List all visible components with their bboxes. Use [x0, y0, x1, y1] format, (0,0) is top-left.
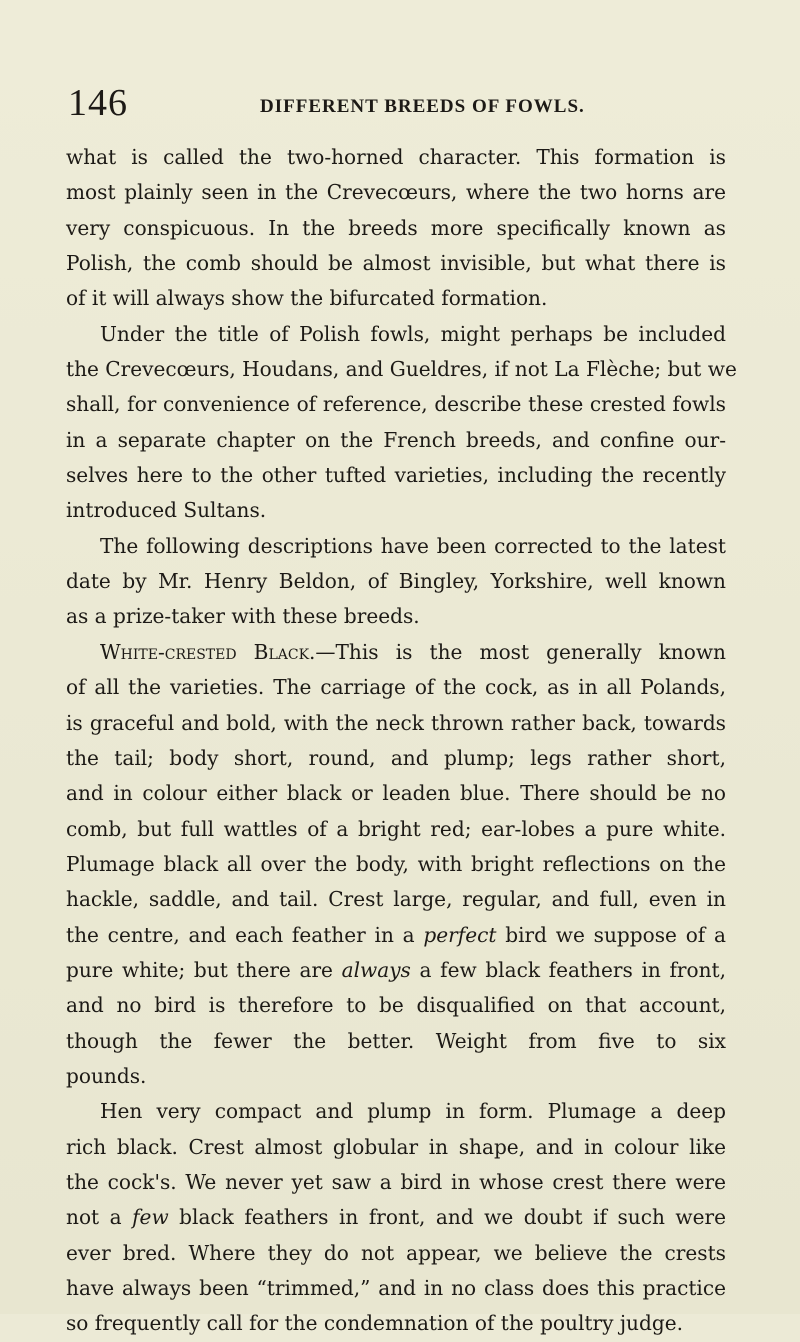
text-line: Plumage black all over the body, with bright reflections on the	[66, 851, 726, 876]
paragraph	[66, 635, 726, 1094]
text-span: pure white; but there are	[66, 957, 333, 982]
text-line: the Crevecœurs, Houdans, and Gueldres, if not La Flèche; but we	[66, 357, 737, 382]
text-line: the tail; body short, round, and plump; legs rather short,	[66, 745, 726, 770]
text-span: —This is the most generally known	[315, 639, 726, 664]
italic-word: perfect	[423, 922, 497, 947]
text-line: Under the title of Polish fowls, might perhaps be included	[100, 321, 726, 346]
paragraph	[66, 317, 737, 529]
text-line: and no bird is therefore to be disqualified on that account,	[66, 993, 726, 1018]
text-span: not a	[66, 1205, 122, 1230]
text-line: very conspicuous. In the breeds more specifically known as	[66, 215, 726, 240]
text-line	[66, 635, 726, 670]
italic-word: always	[341, 957, 411, 982]
paragraph	[66, 140, 726, 317]
text-line: Hen very compact and plump in form. Plumage a deep	[100, 1099, 726, 1124]
body-text	[66, 140, 737, 1342]
text-line: of all the varieties. The carriage of the cock, as in all Polands,	[66, 675, 726, 700]
page-number: 146	[68, 82, 128, 124]
text-line: shall, for convenience of reference, describe these crested fowls	[66, 392, 726, 417]
text-line: ever bred. Where they do not appear, we believe the crests	[66, 1240, 726, 1265]
text-line: in a separate chapter on the French breeds, and confine our-	[66, 427, 726, 452]
text-line: most plainly seen in the Crevecœurs, where the two horns are	[66, 180, 726, 205]
text-line: so frequently call for the condemnation of the poultry judge.	[66, 1311, 683, 1336]
text-line: and in colour either black or leaden blue. There should be no	[66, 781, 726, 806]
text-line	[66, 1200, 726, 1235]
text-line: rich black. Crest almost globular in shape, and in colour like	[66, 1134, 726, 1159]
paragraph	[66, 1094, 726, 1341]
text-line: hackle, saddle, and tail. Crest large, regular, and full, even in	[66, 887, 726, 912]
text-span: the centre, and each feather in a	[66, 922, 415, 947]
text-line: date by Mr. Henry Beldon, of Bingley, Yorkshire, well known	[66, 569, 726, 594]
running-title: DIFFERENT BREEDS OF FOWLS.	[260, 96, 585, 117]
text-line: pounds.	[66, 1063, 147, 1088]
text-line: comb, but full wattles of a bright red; ear-lobes a pure white.	[66, 816, 726, 841]
text-line: have always been “trimmed,” and in no class does this practice	[66, 1276, 726, 1300]
text-line: The following descriptions have been corrected to the latest	[100, 533, 726, 558]
text-line: Polish, the comb should be almost invisible, but what there is	[66, 251, 726, 276]
text-line: what is called the two-horned character. This formation is	[66, 145, 726, 169]
text-line: introduced Sultans.	[66, 498, 267, 523]
text-line: the cock's. We never yet saw a bird in whose crest there were	[66, 1169, 726, 1194]
paragraph	[66, 529, 726, 635]
text-line: though the fewer the better. Weight from five to six	[66, 1028, 726, 1053]
text-line	[66, 953, 726, 988]
text-span: bird we suppose of a	[505, 922, 726, 947]
text-line: is graceful and bold, with the neck thrown rather back, towards	[66, 710, 726, 735]
italic-word: few	[132, 1205, 169, 1230]
text-line	[66, 918, 726, 953]
section-heading: White-crested Black.	[100, 639, 316, 664]
text-span: black feathers in front, and we doubt if such were	[179, 1205, 727, 1230]
text-line: selves here to the other tufted varieties, including the recently	[66, 463, 726, 488]
text-span: a few black feathers in front,	[419, 957, 727, 982]
text-line: of it will always show the bifurcated formation.	[66, 286, 548, 311]
text-line: as a prize-taker with these breeds.	[66, 604, 420, 629]
running-head	[68, 78, 668, 138]
